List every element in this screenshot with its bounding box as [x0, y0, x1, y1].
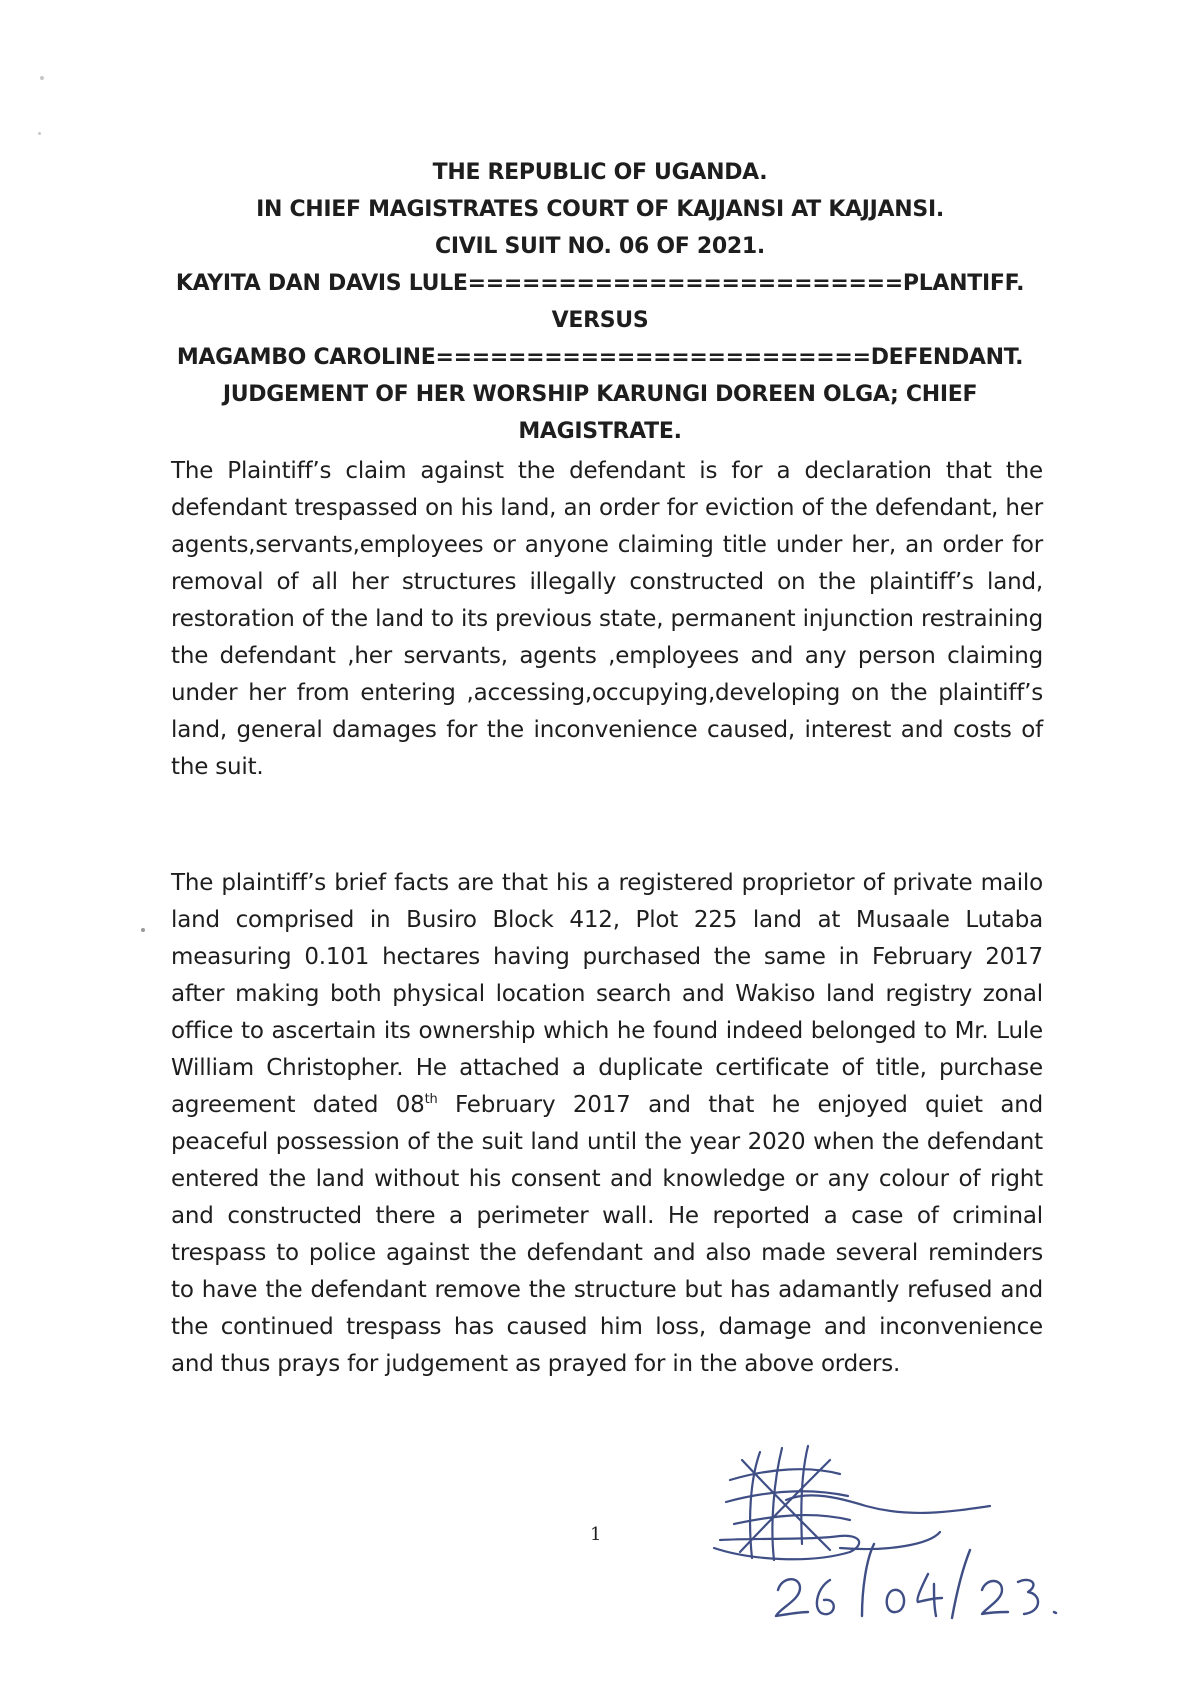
page-number: 1 [590, 1524, 602, 1545]
claim-paragraph: The Plaintiff’s claim against the defendant is for a declaration that the defendant trespassed on his land, an order for eviction of the defendant, her agents,servants,employees or anyone claiming title under her, an order for removal of all her structures illegally constructed on the plaintiff’s land, restoration of the land to its previous state, permanent injunction restraining the defendant ,her servants, agents ,employees and any person claiming under her from entering ,accessing,occupying,developing on the plaintiff’s land, general damages for the inconvenience caused, interest and costs of the suit. [171, 458, 1043, 780]
scan-speck [38, 132, 41, 135]
facts-paragraph [171, 865, 1043, 1383]
facts-text-part2: February 2017 and that he enjoyed quiet and peaceful possession of the suit land until the year 2020 when the defendant entered the land without his consent and knowledge or any colour of right and constructed there a perimeter wall. He reported a case of criminal trespass to police against the defendant and also made several reminders to have the defendant remove the structure but has adamantly refused and the continued trespass has caused him loss, damage and inconvenience and thus prays for judgement as prayed for in the above orders. [171, 1092, 1043, 1377]
scan-speck [40, 76, 44, 80]
handwritten-signature [690, 1440, 1110, 1630]
judgement-title-line2: MAGISTRATE. [518, 419, 682, 444]
signature-date: 26/04/23. [690, 1440, 695, 1441]
republic-title: THE REPUBLIC OF UGANDA. [432, 160, 768, 185]
defendant-line: MAGAMBO CAROLINE========================DEFENDANT. [176, 345, 1024, 370]
scan-speck [141, 928, 145, 932]
case-heading [150, 154, 1050, 450]
facts-text-part1: The plaintiff’s brief facts are that his a registered proprietor of private mailo land comprised in Busiro Block 412, Plot 225 land at Musaale Lutaba measuring 0.101 hectares having purchased the same in February 2017 after making both physical location search and Wakiso land registry zonal office to ascertain its ownership which he found indeed belonged to Mr. Lule William Christopher. He attached a duplicate certificate of title, purchase agreement dated 08 [171, 870, 1043, 1118]
judgement-title-line1: JUDGEMENT OF HER WORSHIP KARUNGI DOREEN OLGA; CHIEF [222, 382, 978, 407]
plaintiff-line: KAYITA DAN DAVIS LULE========================PLANTIFF. [175, 271, 1025, 296]
versus-label: VERSUS [551, 308, 649, 333]
case-number: CIVIL SUIT NO. 06 OF 2021. [435, 234, 765, 259]
court-title: IN CHIEF MAGISTRATES COURT OF KAJJANSI AT KAJJANSI. [256, 197, 944, 222]
ordinal-suffix: th [424, 1092, 438, 1107]
